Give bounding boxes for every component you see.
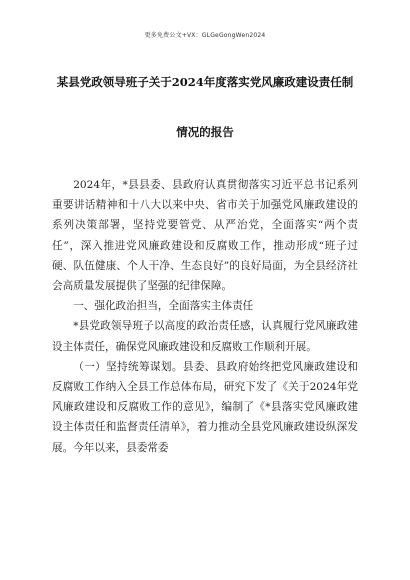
- document-title-line2: 情况的报告: [176, 125, 234, 139]
- paragraph-subsection-1: （一）坚持统筹谋划。县委、县政府始终把党风廉政建设和反腐败工作纳入全县工作总体布局，研究下发了《关于2024年党风廉政建设和反腐败工作的意见》，编制了《*县落实党风廉政建设主体责任和监督责任清单》，着力推动全县党风廉政建设纵深发展。今年以来，县委常委: [52, 360, 358, 454]
- paragraph-intro: 2024年，*县县委、县政府认真贯彻落实习近平总书记系列重要讲话精神和十八大以来中央、省市关于加强党风廉政建设的系列决策部署，坚持党要管党、从严治党，全面落实“两个责任”，深入推进党风廉政建设和反腐败工作，推动形成“班子过硬、队伍健康、个人干净、生态良好”的良好局面，为全县经济社会高质量发展提供了坚强的纪律保障。: [52, 179, 358, 293]
- section-heading-1: 一、强化政治担当，全面落实主体责任: [73, 300, 254, 313]
- document-body: [52, 175, 358, 458]
- header-note: 更多免费公文+VX：GLGeGongWen2024: [144, 32, 266, 39]
- document-title-line1: 某县党政领导班子关于2024年度落实党风廉政建设责任制: [56, 75, 354, 89]
- paragraph-section-1: *县党政领导班子以高度的政治责任感，认真履行党风廉政建设主体责任，确保党风廉政建设和反腐败工作顺利开展。: [52, 320, 358, 353]
